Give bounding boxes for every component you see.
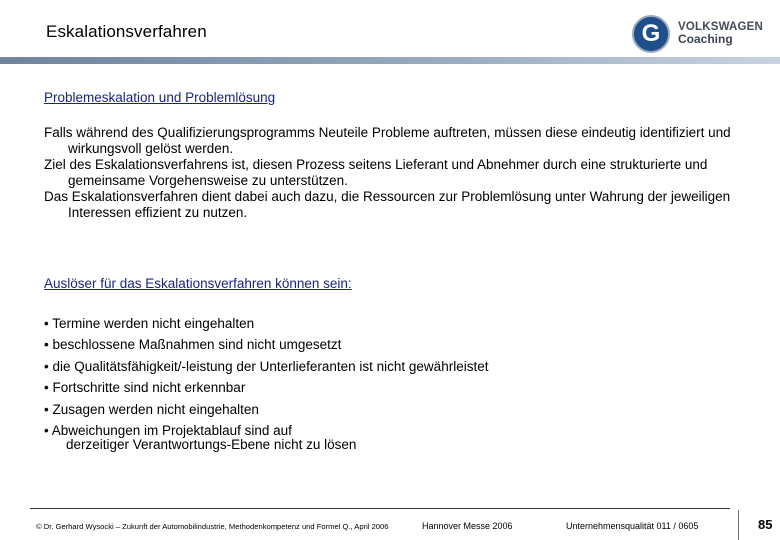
section-heading-ausloeser[interactable]: Auslöser für das Eskalationsverfahren können sein:: [44, 276, 352, 291]
footer-event: Hannover Messe 2006: [422, 521, 513, 531]
list-item: • die Qualitätsfähigkeit/-leistung der Unterlieferanten ist nicht gewährleistet: [44, 358, 489, 374]
footer-topic: Unternehmensqualität 011 / 0605: [566, 521, 699, 531]
list-item: • Termine werden nicht eingehalten: [44, 316, 255, 331]
list-item: • Fortschritte sind nicht erkennbar: [44, 380, 246, 396]
logo-line2: Coaching: [678, 32, 733, 46]
list-item: • Zusagen werden nicht eingehalten: [44, 401, 259, 417]
footer-divider: [30, 508, 730, 509]
paragraph: Das Eskalationsverfahren dient dabei auch dazu, die Ressourcen zur Problemlösung unter Wahrung der jeweiligen Interessen effizient zu nutzen.: [44, 188, 731, 220]
logo-line1: VOLKSWAGEN: [678, 21, 764, 33]
list-item: • beschlossene Maßnahmen sind nicht umgesetzt: [44, 337, 342, 353]
intro-paragraphs: [44, 125, 764, 220]
logo-text: [678, 21, 763, 45]
page-number: 85: [758, 517, 773, 532]
trigger-list: [44, 313, 764, 453]
vw-coaching-logo-icon: [632, 15, 670, 53]
section-heading-problemeskalation[interactable]: Problemeskalation und Problemlösung: [44, 90, 276, 105]
page-title: Eskalationsverfahren: [46, 22, 207, 41]
header-band: [0, 57, 780, 64]
paragraph: Ziel des Eskalationsverfahrens ist, diesen Prozess seitens Lieferant und Abnehmer durch eine strukturierte und gemeinsame Vorgehensweise zu unterstützen.: [44, 156, 708, 188]
list-item-continuation: derzeitiger Verantwortungs-Ebene nicht zu lösen: [66, 437, 357, 453]
vw-coaching-logo: [632, 14, 772, 54]
logo-mark: G: [641, 20, 661, 47]
footer-copyright: © Dr. Gerhard Wysocki – Zukunft der Automobilindustrie, Methodenkompetenz und Formel Q., April 2006: [36, 522, 389, 531]
list-item-text: • Abweichungen im Projektablauf sind auf: [44, 423, 292, 439]
paragraph: Falls während des Qualifizierungsprogramms Neuteile Probleme auftreten, müssen diese eindeutig identifiziert und wirkungsvoll gelöst werden.: [44, 125, 731, 156]
list-item: [44, 420, 764, 453]
